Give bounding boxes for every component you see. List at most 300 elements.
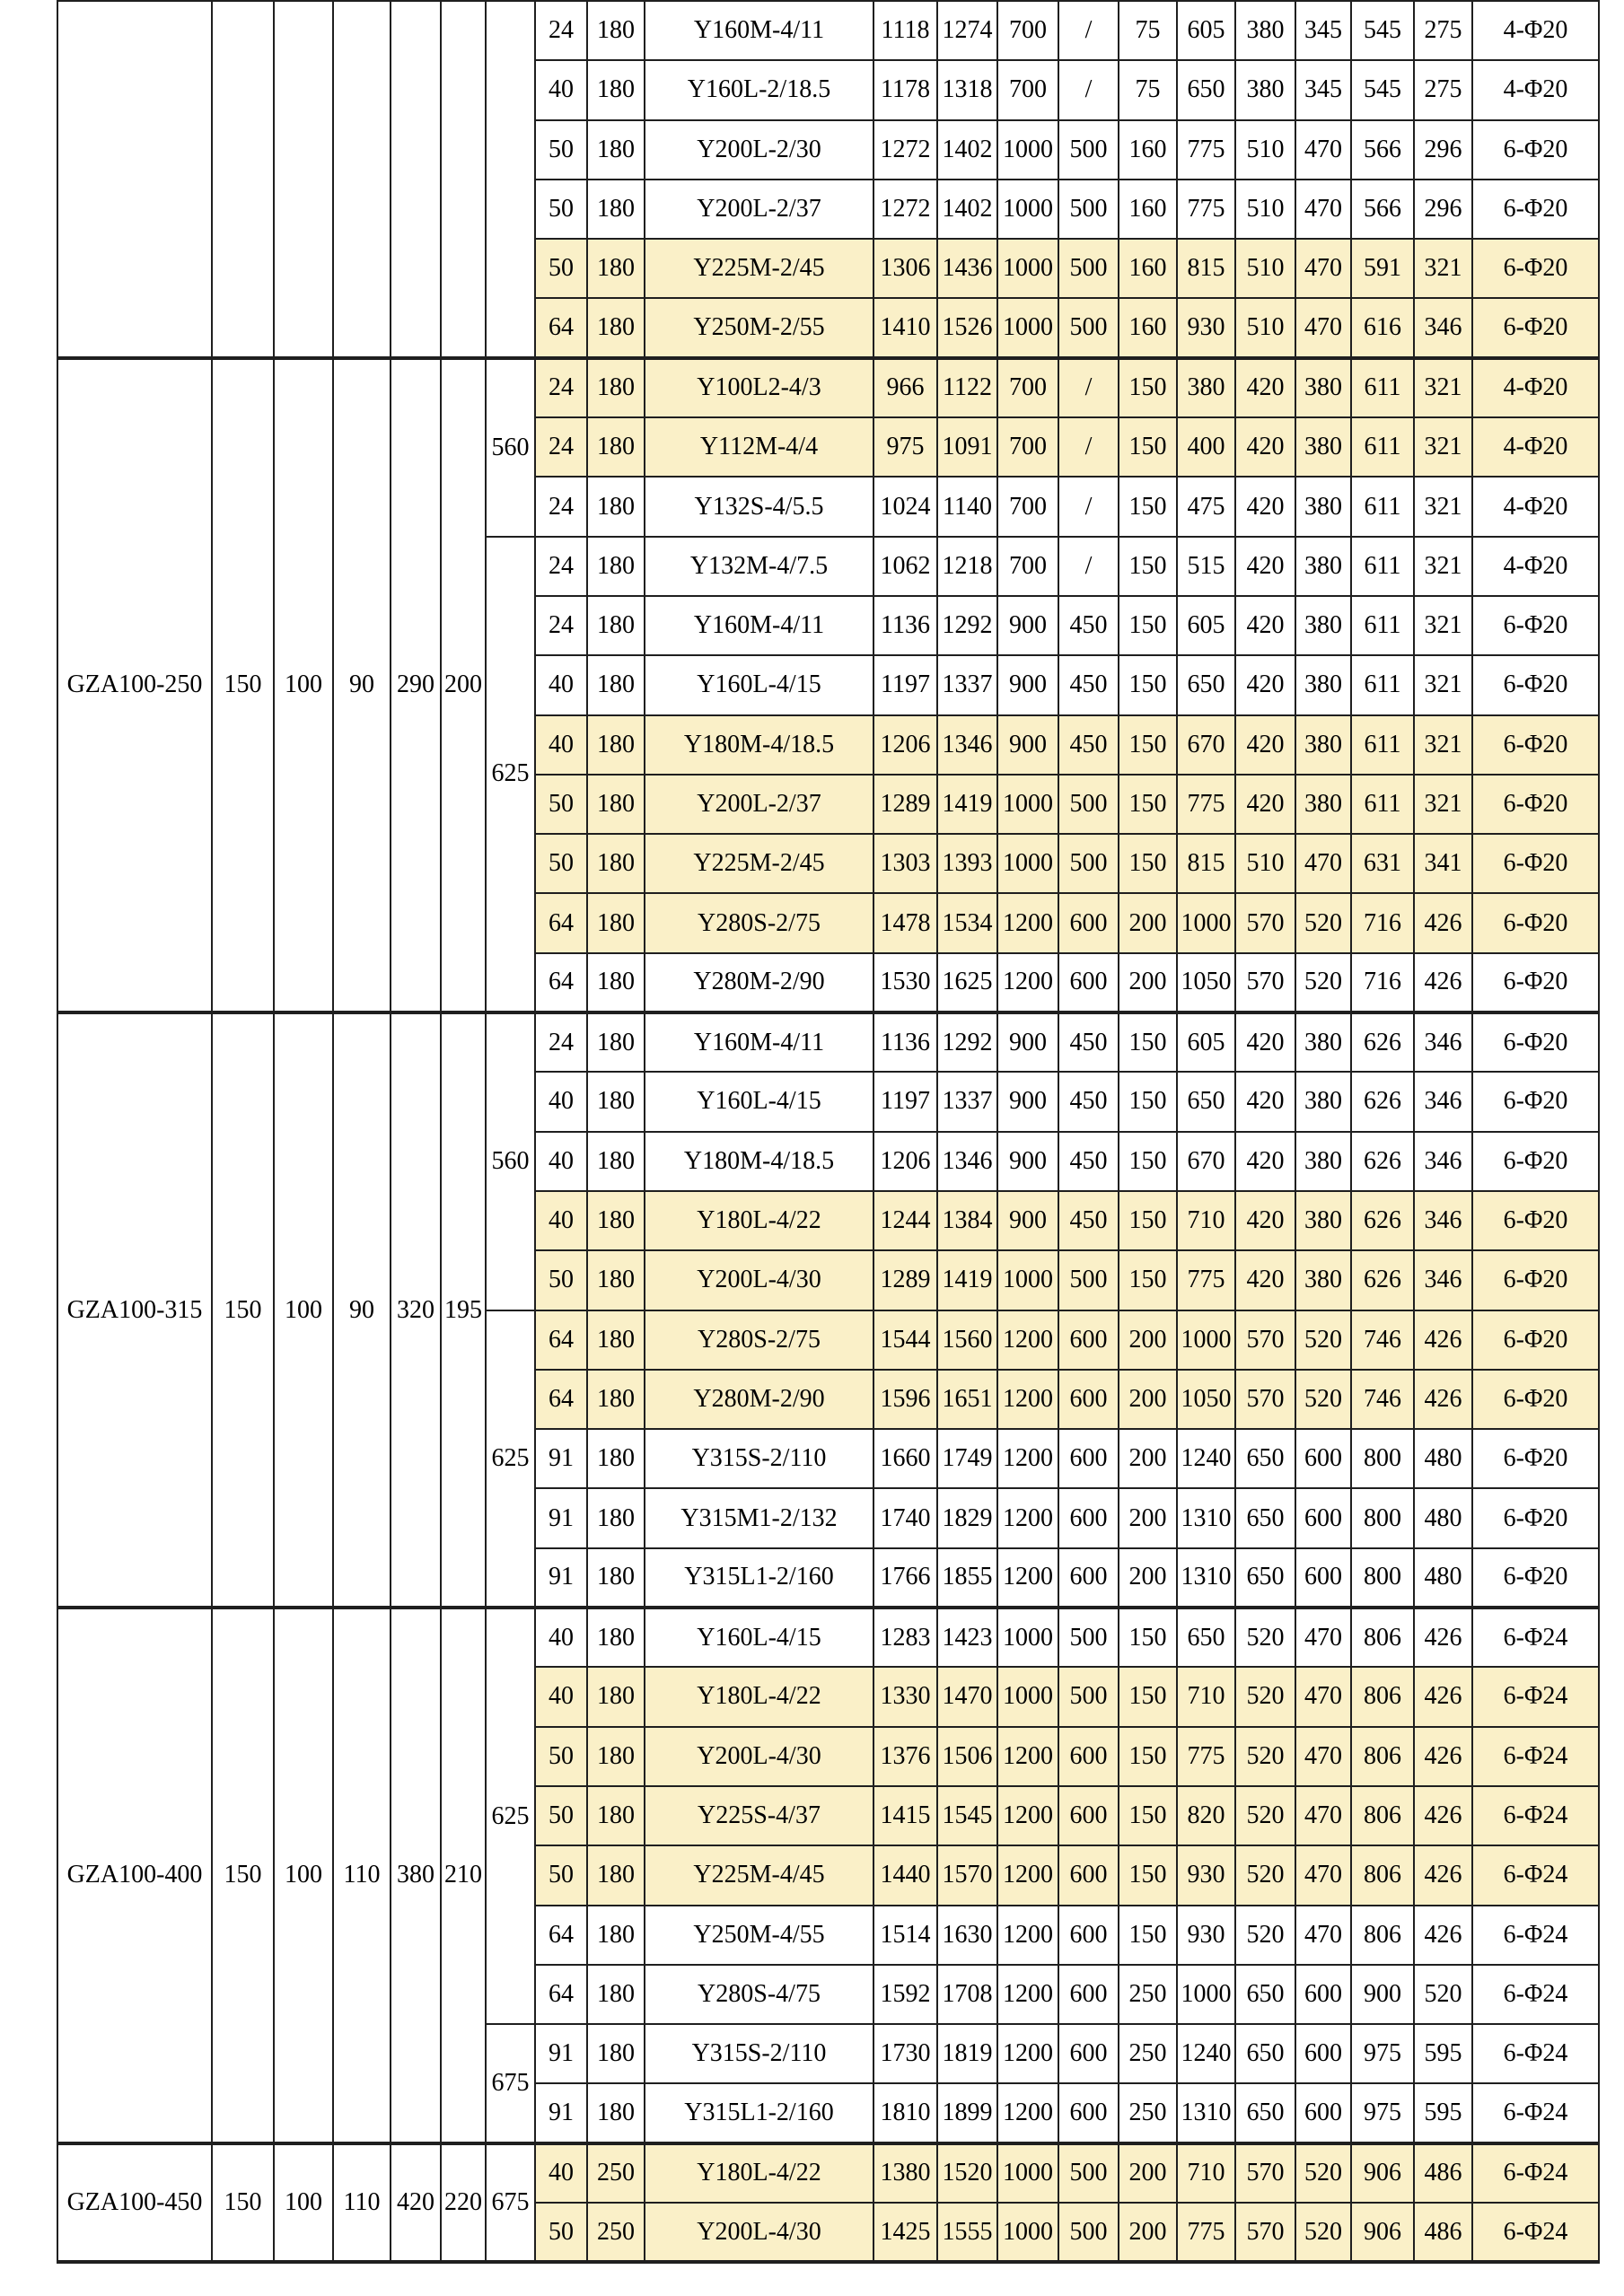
- dimension-value-cell: 1520: [937, 2143, 997, 2203]
- motor-model-cell: Y250M-2/55: [645, 298, 873, 357]
- dimension-value-cell: 200: [1119, 1429, 1177, 1488]
- model-cell: [57, 1, 212, 358]
- dimension-value-cell: 510: [1235, 180, 1295, 239]
- flow-cell: 24: [535, 477, 587, 536]
- dimension-value-cell: 1310: [1177, 2083, 1235, 2143]
- dimension-value-cell: 150: [1119, 834, 1177, 893]
- dimension-value-cell: 520: [1235, 1727, 1295, 1786]
- model-cell: GZA100-315: [57, 1012, 212, 1608]
- dimension-value-cell: 1730: [873, 2024, 937, 2083]
- dimension-value-cell: 1200: [997, 1845, 1058, 1905]
- inlet-cell: 180: [587, 120, 645, 180]
- flow-cell: 40: [535, 2143, 587, 2203]
- flow-cell: 40: [535, 1132, 587, 1191]
- dimension-value-cell: 150: [1119, 715, 1177, 775]
- dimension-value-cell: 1419: [937, 1250, 997, 1310]
- dimension-value-cell: 806: [1351, 1845, 1414, 1905]
- dimension-value-cell: 500: [1058, 120, 1119, 180]
- dimension-value-cell: 710: [1177, 2143, 1235, 2203]
- inlet-cell: 180: [587, 1548, 645, 1608]
- impeller-diameter-cell: 625: [486, 537, 535, 1012]
- dimension-value-cell: 420: [1235, 1012, 1295, 1072]
- flow-cell: 50: [535, 775, 587, 834]
- bolt-spec-cell: 6-Φ24: [1472, 2143, 1599, 2203]
- dim-cell: 100: [274, 1012, 333, 1608]
- dimension-value-cell: 420: [1235, 358, 1295, 417]
- dimension-value-cell: 600: [1058, 1845, 1119, 1905]
- motor-model-cell: Y280M-2/90: [645, 953, 873, 1012]
- bolt-spec-cell: 6-Φ24: [1472, 2024, 1599, 2083]
- dimension-value-cell: 380: [1295, 1191, 1351, 1250]
- dimension-value-cell: 1425: [873, 2203, 937, 2262]
- dimension-value-cell: 600: [1295, 1965, 1351, 2024]
- dimension-value-cell: 626: [1351, 1072, 1414, 1131]
- inlet-cell: 180: [587, 1132, 645, 1191]
- flow-cell: 50: [535, 180, 587, 239]
- dimension-value-cell: 380: [1295, 417, 1351, 477]
- bolt-spec-cell: 6-Φ20: [1472, 1191, 1599, 1250]
- dimension-value-cell: 1810: [873, 2083, 937, 2143]
- dimension-value-cell: 600: [1058, 1965, 1119, 2024]
- dimension-value-cell: 650: [1235, 1965, 1295, 2024]
- dimension-value-cell: 150: [1119, 1250, 1177, 1310]
- bolt-spec-cell: 6-Φ20: [1472, 1370, 1599, 1429]
- flow-cell: 40: [535, 1072, 587, 1131]
- dimension-value-cell: 626: [1351, 1012, 1414, 1072]
- dimension-value-cell: /: [1058, 537, 1119, 596]
- dimension-value-cell: 775: [1177, 775, 1235, 834]
- dimension-value-cell: 1274: [937, 1, 997, 60]
- dimension-value-cell: 600: [1058, 1786, 1119, 1845]
- motor-model-cell: Y200L-2/30: [645, 120, 873, 180]
- bolt-spec-cell: 4-Φ20: [1472, 60, 1599, 119]
- dimension-value-cell: 611: [1351, 477, 1414, 536]
- inlet-cell: 180: [587, 1072, 645, 1131]
- dimension-value-cell: 900: [997, 1012, 1058, 1072]
- dim-cell: [333, 1, 391, 358]
- dimension-value-cell: 1289: [873, 1250, 937, 1310]
- motor-model-cell: Y132S-4/5.5: [645, 477, 873, 536]
- dimension-value-cell: 346: [1414, 1072, 1472, 1131]
- flow-cell: 40: [535, 1667, 587, 1726]
- bolt-spec-cell: 4-Φ20: [1472, 417, 1599, 477]
- dimension-value-cell: 380: [1295, 596, 1351, 655]
- dimension-value-cell: 500: [1058, 2203, 1119, 2262]
- dimension-value-cell: 566: [1351, 120, 1414, 180]
- dimension-value-cell: 520: [1414, 1965, 1472, 2024]
- table-body: [57, 1, 1599, 2262]
- dimension-value-cell: 150: [1119, 358, 1177, 417]
- dimension-value-cell: 420: [1235, 655, 1295, 714]
- dimension-value-cell: 650: [1177, 655, 1235, 714]
- dimension-value-cell: 1330: [873, 1667, 937, 1726]
- dim-cell: 150: [212, 1608, 274, 2143]
- dimension-value-cell: 1200: [997, 1727, 1058, 1786]
- dim-cell: 90: [333, 1012, 391, 1608]
- dimension-value-cell: 426: [1414, 1845, 1472, 1905]
- dimension-value-cell: 150: [1119, 1667, 1177, 1726]
- table-row: [57, 2143, 1599, 2203]
- dim-cell: 195: [441, 1012, 486, 1608]
- dimension-value-cell: 1240: [1177, 2024, 1235, 2083]
- dimension-value-cell: 1024: [873, 477, 937, 536]
- model-cell: GZA100-250: [57, 358, 212, 1012]
- dimension-value-cell: 1346: [937, 715, 997, 775]
- dimension-value-cell: 345: [1295, 1, 1351, 60]
- dimension-value-cell: 470: [1295, 1845, 1351, 1905]
- dimension-value-cell: 480: [1414, 1548, 1472, 1608]
- flow-cell: 50: [535, 834, 587, 893]
- dimension-value-cell: 426: [1414, 1310, 1472, 1370]
- dimension-value-cell: 1630: [937, 1906, 997, 1965]
- dimension-value-cell: 1346: [937, 1132, 997, 1191]
- dimension-value-cell: 380: [1177, 358, 1235, 417]
- bolt-spec-cell: 4-Φ20: [1472, 537, 1599, 596]
- dimension-value-cell: 1000: [997, 2203, 1058, 2262]
- dimension-value-cell: 1436: [937, 239, 997, 298]
- dimension-value-cell: 345: [1295, 60, 1351, 119]
- dimension-value-cell: 1000: [997, 1608, 1058, 1667]
- dim-cell: [274, 1, 333, 358]
- flow-cell: 64: [535, 1965, 587, 2024]
- dim-cell: [212, 1, 274, 358]
- dimension-value-cell: 966: [873, 358, 937, 417]
- dimension-value-cell: 470: [1295, 834, 1351, 893]
- dimension-value-cell: 400: [1177, 417, 1235, 477]
- bolt-spec-cell: 6-Φ20: [1472, 180, 1599, 239]
- dim-cell: 380: [391, 1608, 441, 2143]
- dimension-value-cell: 605: [1177, 1, 1235, 60]
- inlet-cell: 180: [587, 834, 645, 893]
- dimension-value-cell: 600: [1058, 2024, 1119, 2083]
- dimension-value-cell: 426: [1414, 1667, 1472, 1726]
- flow-cell: 50: [535, 2203, 587, 2262]
- dimension-value-cell: 650: [1177, 1072, 1235, 1131]
- dimension-value-cell: 520: [1235, 1608, 1295, 1667]
- flow-cell: 91: [535, 1429, 587, 1488]
- dimension-value-cell: 600: [1058, 953, 1119, 1012]
- dimension-value-cell: 1000: [997, 775, 1058, 834]
- flow-cell: 50: [535, 239, 587, 298]
- dimension-value-cell: 975: [1351, 2083, 1414, 2143]
- dimension-value-cell: 600: [1295, 1429, 1351, 1488]
- dimension-value-cell: 296: [1414, 180, 1472, 239]
- dimension-value-cell: 650: [1235, 1488, 1295, 1547]
- dimension-value-cell: 1570: [937, 1845, 997, 1905]
- dimension-value-cell: 321: [1414, 417, 1472, 477]
- flow-cell: 50: [535, 1250, 587, 1310]
- dimension-value-cell: 775: [1177, 1727, 1235, 1786]
- flow-cell: 24: [535, 417, 587, 477]
- dimension-value-cell: 1651: [937, 1370, 997, 1429]
- dim-cell: 150: [212, 358, 274, 1012]
- dimension-value-cell: 250: [1119, 1965, 1177, 2024]
- dimension-value-cell: 1440: [873, 1845, 937, 1905]
- dimension-value-cell: 670: [1177, 715, 1235, 775]
- motor-model-cell: Y112M-4/4: [645, 417, 873, 477]
- dimension-value-cell: 150: [1119, 1132, 1177, 1191]
- motor-model-cell: Y160L-2/18.5: [645, 60, 873, 119]
- motor-model-cell: Y225S-4/37: [645, 1786, 873, 1845]
- dimension-value-cell: 775: [1177, 180, 1235, 239]
- dimension-value-cell: 380: [1295, 1132, 1351, 1191]
- dimension-value-cell: 75: [1119, 1, 1177, 60]
- dimension-value-cell: 470: [1295, 1906, 1351, 1965]
- dimension-value-cell: 595: [1414, 2024, 1472, 2083]
- inlet-cell: 180: [587, 1488, 645, 1547]
- dimension-value-cell: 616: [1351, 298, 1414, 357]
- dimension-value-cell: 520: [1235, 1845, 1295, 1905]
- motor-model-cell: Y200L-2/37: [645, 775, 873, 834]
- dimension-value-cell: 710: [1177, 1667, 1235, 1726]
- flow-cell: 91: [535, 2083, 587, 2143]
- dimension-value-cell: 1178: [873, 60, 937, 119]
- dimension-value-cell: 380: [1295, 655, 1351, 714]
- dimension-value-cell: 600: [1058, 1310, 1119, 1370]
- dimension-value-cell: 1560: [937, 1310, 997, 1370]
- dimension-value-cell: 570: [1235, 893, 1295, 952]
- dimension-value-cell: 341: [1414, 834, 1472, 893]
- dimension-value-cell: 611: [1351, 596, 1414, 655]
- flow-cell: 40: [535, 1608, 587, 1667]
- dimension-value-cell: 815: [1177, 834, 1235, 893]
- dimension-value-cell: 800: [1351, 1548, 1414, 1608]
- bolt-spec-cell: 6-Φ20: [1472, 1310, 1599, 1370]
- bolt-spec-cell: 6-Φ20: [1472, 893, 1599, 952]
- flow-cell: 50: [535, 1786, 587, 1845]
- dimension-value-cell: 1206: [873, 1132, 937, 1191]
- dimension-value-cell: 1596: [873, 1370, 937, 1429]
- dimension-value-cell: 631: [1351, 834, 1414, 893]
- dimension-value-cell: 1478: [873, 893, 937, 952]
- dimension-value-cell: 380: [1295, 477, 1351, 536]
- dimension-value-cell: 900: [997, 596, 1058, 655]
- dimension-value-cell: 570: [1235, 2203, 1295, 2262]
- motor-model-cell: Y160L-4/15: [645, 1608, 873, 1667]
- dimension-value-cell: 570: [1235, 1310, 1295, 1370]
- dimension-value-cell: 250: [1119, 2024, 1177, 2083]
- dimension-value-cell: 250: [1119, 2083, 1177, 2143]
- dimension-value-cell: 1337: [937, 655, 997, 714]
- dimension-value-cell: 420: [1235, 1072, 1295, 1131]
- dimension-value-cell: 1384: [937, 1191, 997, 1250]
- dimension-value-cell: 380: [1295, 1250, 1351, 1310]
- dim-cell: 220: [441, 2143, 486, 2263]
- bolt-spec-cell: 6-Φ24: [1472, 1906, 1599, 1965]
- bolt-spec-cell: 6-Φ20: [1472, 834, 1599, 893]
- dimension-value-cell: 500: [1058, 834, 1119, 893]
- dimension-value-cell: 500: [1058, 1608, 1119, 1667]
- dimension-value-cell: 160: [1119, 298, 1177, 357]
- motor-model-cell: Y200L-4/30: [645, 1250, 873, 1310]
- dimension-value-cell: 450: [1058, 715, 1119, 775]
- dim-cell: 100: [274, 2143, 333, 2263]
- dimension-value-cell: 200: [1119, 893, 1177, 952]
- bolt-spec-cell: 6-Φ24: [1472, 1845, 1599, 1905]
- dim-cell: 100: [274, 1608, 333, 2143]
- dimension-value-cell: 1062: [873, 537, 937, 596]
- dimension-value-cell: 510: [1235, 120, 1295, 180]
- dimension-value-cell: 600: [1058, 1906, 1119, 1965]
- dimension-value-cell: 1544: [873, 1310, 937, 1370]
- flow-cell: 40: [535, 60, 587, 119]
- dimension-value-cell: /: [1058, 60, 1119, 119]
- dimension-value-cell: 1000: [997, 180, 1058, 239]
- flow-cell: 24: [535, 596, 587, 655]
- dimension-value-cell: 426: [1414, 1370, 1472, 1429]
- dimension-value-cell: 426: [1414, 953, 1472, 1012]
- dimension-value-cell: 275: [1414, 1, 1472, 60]
- dimension-value-cell: 1393: [937, 834, 997, 893]
- dimension-value-cell: 600: [1058, 1548, 1119, 1608]
- dimension-value-cell: 160: [1119, 180, 1177, 239]
- inlet-cell: 180: [587, 1370, 645, 1429]
- dimension-value-cell: 321: [1414, 239, 1472, 298]
- dim-cell: 420: [391, 2143, 441, 2263]
- dimension-value-cell: 716: [1351, 893, 1414, 952]
- dimension-value-cell: 806: [1351, 1667, 1414, 1726]
- motor-model-cell: Y225M-4/45: [645, 1845, 873, 1905]
- dimension-value-cell: 426: [1414, 1786, 1472, 1845]
- dimension-value-cell: 380: [1295, 1072, 1351, 1131]
- dimension-value-cell: 1244: [873, 1191, 937, 1250]
- dimension-value-cell: 700: [997, 60, 1058, 119]
- dimension-value-cell: 1310: [1177, 1488, 1235, 1547]
- dimension-value-cell: 900: [997, 1191, 1058, 1250]
- dimension-value-cell: 1376: [873, 1727, 937, 1786]
- impeller-diameter-cell: 625: [486, 1310, 535, 1608]
- motor-model-cell: Y160M-4/11: [645, 596, 873, 655]
- inlet-cell: 180: [587, 953, 645, 1012]
- dimension-value-cell: 1000: [997, 1250, 1058, 1310]
- motor-model-cell: Y250M-4/55: [645, 1906, 873, 1965]
- flow-cell: 64: [535, 1906, 587, 1965]
- dimension-value-cell: 150: [1119, 1786, 1177, 1845]
- dimension-value-cell: 1200: [997, 1429, 1058, 1488]
- dimension-value-cell: 570: [1235, 953, 1295, 1012]
- dimension-value-cell: 716: [1351, 953, 1414, 1012]
- dimension-value-cell: 1050: [1177, 1370, 1235, 1429]
- dimension-value-cell: 470: [1295, 1727, 1351, 1786]
- flow-cell: 24: [535, 1012, 587, 1072]
- dimension-value-cell: 1545: [937, 1786, 997, 1845]
- dimension-value-cell: 150: [1119, 537, 1177, 596]
- dimension-value-cell: 520: [1295, 953, 1351, 1012]
- dimension-value-cell: 611: [1351, 715, 1414, 775]
- dimension-value-cell: 520: [1295, 1370, 1351, 1429]
- dimension-value-cell: 1200: [997, 1310, 1058, 1370]
- dimension-value-cell: 1000: [1177, 1310, 1235, 1370]
- dimension-value-cell: 1000: [1177, 893, 1235, 952]
- flow-cell: 64: [535, 298, 587, 357]
- flow-cell: 50: [535, 120, 587, 180]
- inlet-cell: 180: [587, 655, 645, 714]
- dimension-value-cell: 600: [1058, 1488, 1119, 1547]
- flow-cell: 91: [535, 2024, 587, 2083]
- dimension-value-cell: 1118: [873, 1, 937, 60]
- dimension-value-cell: 1091: [937, 417, 997, 477]
- dimension-value-cell: 1337: [937, 1072, 997, 1131]
- dimension-value-cell: 1272: [873, 180, 937, 239]
- dimension-value-cell: 1200: [997, 2024, 1058, 2083]
- flow-cell: 40: [535, 655, 587, 714]
- dimension-value-cell: 600: [1058, 1370, 1119, 1429]
- dimension-value-cell: 200: [1119, 953, 1177, 1012]
- motor-model-cell: Y280S-2/75: [645, 1310, 873, 1370]
- dimension-value-cell: 380: [1235, 60, 1295, 119]
- dimension-value-cell: 520: [1295, 2203, 1351, 2262]
- dimension-value-cell: 1292: [937, 1012, 997, 1072]
- flow-cell: 24: [535, 537, 587, 596]
- bolt-spec-cell: 6-Φ20: [1472, 953, 1599, 1012]
- dimension-value-cell: 906: [1351, 2143, 1414, 2203]
- impeller-diameter-cell: 560: [486, 1012, 535, 1310]
- dimension-value-cell: 160: [1119, 239, 1177, 298]
- dimension-value-cell: 321: [1414, 537, 1472, 596]
- dimension-value-cell: 515: [1177, 537, 1235, 596]
- bolt-spec-cell: 6-Φ24: [1472, 1608, 1599, 1667]
- bolt-spec-cell: 6-Φ20: [1472, 715, 1599, 775]
- dimension-value-cell: 470: [1295, 1608, 1351, 1667]
- dimension-value-cell: 1000: [997, 239, 1058, 298]
- dimension-value-cell: 470: [1295, 120, 1351, 180]
- dimension-value-cell: 600: [1058, 893, 1119, 952]
- dimension-value-cell: 820: [1177, 1786, 1235, 1845]
- dimension-value-cell: 1272: [873, 120, 937, 180]
- impeller-diameter-cell: 675: [486, 2024, 535, 2143]
- flow-cell: 91: [535, 1548, 587, 1608]
- motor-model-cell: Y315S-2/110: [645, 1429, 873, 1488]
- flow-cell: 24: [535, 358, 587, 417]
- dimension-value-cell: 1200: [997, 1370, 1058, 1429]
- dim-cell: 150: [212, 2143, 274, 2263]
- dimension-value-cell: 75: [1119, 60, 1177, 119]
- dimension-value-cell: 150: [1119, 1191, 1177, 1250]
- dimension-value-cell: 700: [997, 358, 1058, 417]
- dimension-value-cell: 1555: [937, 2203, 997, 2262]
- model-cell: GZA100-400: [57, 1608, 212, 2143]
- dim-cell: 150: [212, 1012, 274, 1608]
- dimension-value-cell: 1050: [1177, 953, 1235, 1012]
- dimension-value-cell: 1200: [997, 1488, 1058, 1547]
- dimension-value-cell: 1206: [873, 715, 937, 775]
- inlet-cell: 180: [587, 60, 645, 119]
- motor-model-cell: Y180L-4/22: [645, 1667, 873, 1726]
- motor-model-cell: Y160L-4/15: [645, 1072, 873, 1131]
- inlet-cell: 180: [587, 1310, 645, 1370]
- dimension-value-cell: 1303: [873, 834, 937, 893]
- bolt-spec-cell: 4-Φ20: [1472, 358, 1599, 417]
- dimension-value-cell: 1318: [937, 60, 997, 119]
- bolt-spec-cell: 6-Φ20: [1472, 1132, 1599, 1191]
- dimension-value-cell: 1740: [873, 1488, 937, 1547]
- dimension-value-cell: 321: [1414, 358, 1472, 417]
- dimension-value-cell: 420: [1235, 1250, 1295, 1310]
- bolt-spec-cell: 6-Φ24: [1472, 1786, 1599, 1845]
- inlet-cell: 180: [587, 775, 645, 834]
- motor-model-cell: Y280S-2/75: [645, 893, 873, 952]
- dimension-value-cell: 1506: [937, 1727, 997, 1786]
- dimension-value-cell: 520: [1295, 893, 1351, 952]
- dimension-value-cell: 150: [1119, 417, 1177, 477]
- inlet-cell: 180: [587, 1429, 645, 1488]
- dimension-value-cell: 470: [1295, 1667, 1351, 1726]
- dimension-value-cell: 650: [1235, 2024, 1295, 2083]
- dimension-value-cell: 746: [1351, 1370, 1414, 1429]
- dimension-value-cell: 611: [1351, 417, 1414, 477]
- dimension-value-cell: 1530: [873, 953, 937, 1012]
- motor-model-cell: Y160M-4/11: [645, 1, 873, 60]
